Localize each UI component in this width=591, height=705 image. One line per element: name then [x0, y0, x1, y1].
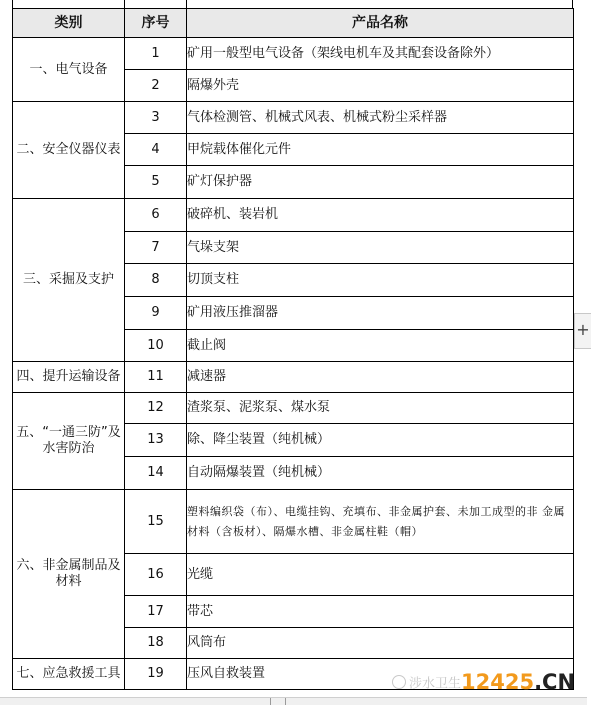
table-row	[13, 362, 574, 393]
product-name-cell: 矿灯保护器	[187, 166, 574, 199]
top-strip	[0, 0, 587, 8]
seq-cell: 8	[125, 264, 187, 297]
header-row	[13, 9, 574, 38]
product-name-cell: 渣浆泵、泥浆泵、煤水泵	[187, 393, 574, 424]
scrollbar-marker	[270, 698, 271, 705]
category-cell: 一、电气设备	[13, 38, 125, 102]
category-cell: 四、提升运输设备	[13, 362, 125, 393]
header-seq: 序号	[125, 9, 187, 38]
seq-cell: 5	[125, 166, 187, 199]
table-row	[13, 199, 574, 232]
product-name-cell: 光缆	[187, 554, 574, 596]
top-strip-line	[186, 0, 187, 8]
product-name-cell: 风筒布	[187, 628, 574, 659]
table-row	[13, 490, 574, 554]
add-column-button[interactable]: +	[574, 313, 591, 349]
product-name-cell: 隔爆外壳	[187, 70, 574, 102]
seq-cell: 12	[125, 393, 187, 424]
watermark-number: 12425	[461, 670, 535, 694]
header-category: 类别	[13, 9, 125, 38]
seq-cell: 15	[125, 490, 187, 554]
product-name-cell: 压风自救装置	[187, 659, 574, 690]
product-name-cell: 矿用一般型电气设备（架线电机车及其配套设备除外）	[187, 38, 574, 70]
seq-cell: 1	[125, 38, 187, 70]
watermark-text: 涉水卫生	[409, 676, 462, 692]
category-cell: 二、安全仪器仪表	[13, 102, 125, 199]
seq-cell: 17	[125, 596, 187, 628]
category-cell: 五、“一通三防”及水害防治	[13, 393, 125, 490]
top-strip-line	[124, 0, 125, 8]
seq-cell: 6	[125, 199, 187, 232]
table-row	[13, 38, 574, 70]
seq-cell: 16	[125, 554, 187, 596]
seq-cell: 2	[125, 70, 187, 102]
product-name-cell: 破碎机、装岩机	[187, 199, 574, 232]
watermark-domain: .CN	[534, 670, 576, 694]
category-cell: 七、应急救援工具	[13, 659, 125, 690]
top-strip-line	[572, 0, 573, 8]
product-name-cell: 自动隔爆装置（纯机械）	[187, 457, 574, 490]
product-name-cell: 矿用液压推溜器	[187, 297, 574, 330]
table-row	[13, 393, 574, 424]
category-cell: 六、非金属制品及材料	[13, 490, 125, 659]
seq-cell: 7	[125, 232, 187, 264]
watermark	[392, 670, 575, 696]
product-table	[12, 8, 574, 690]
seq-cell: 11	[125, 362, 187, 393]
product-name-cell: 甲烷载体催化元件	[187, 134, 574, 166]
scrollbar-marker	[285, 698, 286, 705]
product-name-cell: 气垛支架	[187, 232, 574, 264]
seq-cell: 14	[125, 457, 187, 490]
top-strip-line	[12, 0, 13, 8]
seq-cell: 4	[125, 134, 187, 166]
header-name: 产品名称	[187, 9, 574, 38]
seq-cell: 3	[125, 102, 187, 134]
horizontal-scrollbar[interactable]	[0, 697, 587, 705]
seq-cell: 9	[125, 297, 187, 330]
table-row	[13, 102, 574, 134]
category-cell: 三、采掘及支护	[13, 199, 125, 362]
product-name-cell: 带芯	[187, 596, 574, 628]
seq-cell: 19	[125, 659, 187, 690]
watermark-logo-icon	[392, 675, 406, 689]
seq-cell: 18	[125, 628, 187, 659]
product-name-cell: 塑料编织袋（布）、电缆挂钩、充填布、非金属护套、未加工成型的非 金属材料（含板材）、隔爆水槽、非金属柱鞋（帽）	[187, 490, 574, 554]
product-name-cell: 除、降尘装置（纯机械）	[187, 424, 574, 457]
seq-cell: 13	[125, 424, 187, 457]
product-name-cell: 减速器	[187, 362, 574, 393]
product-name-cell: 截止阀	[187, 330, 574, 362]
seq-cell: 10	[125, 330, 187, 362]
product-name-cell: 气体检测管、机械式风表、机械式粉尘采样器	[187, 102, 574, 134]
product-name-cell: 切顶支柱	[187, 264, 574, 297]
